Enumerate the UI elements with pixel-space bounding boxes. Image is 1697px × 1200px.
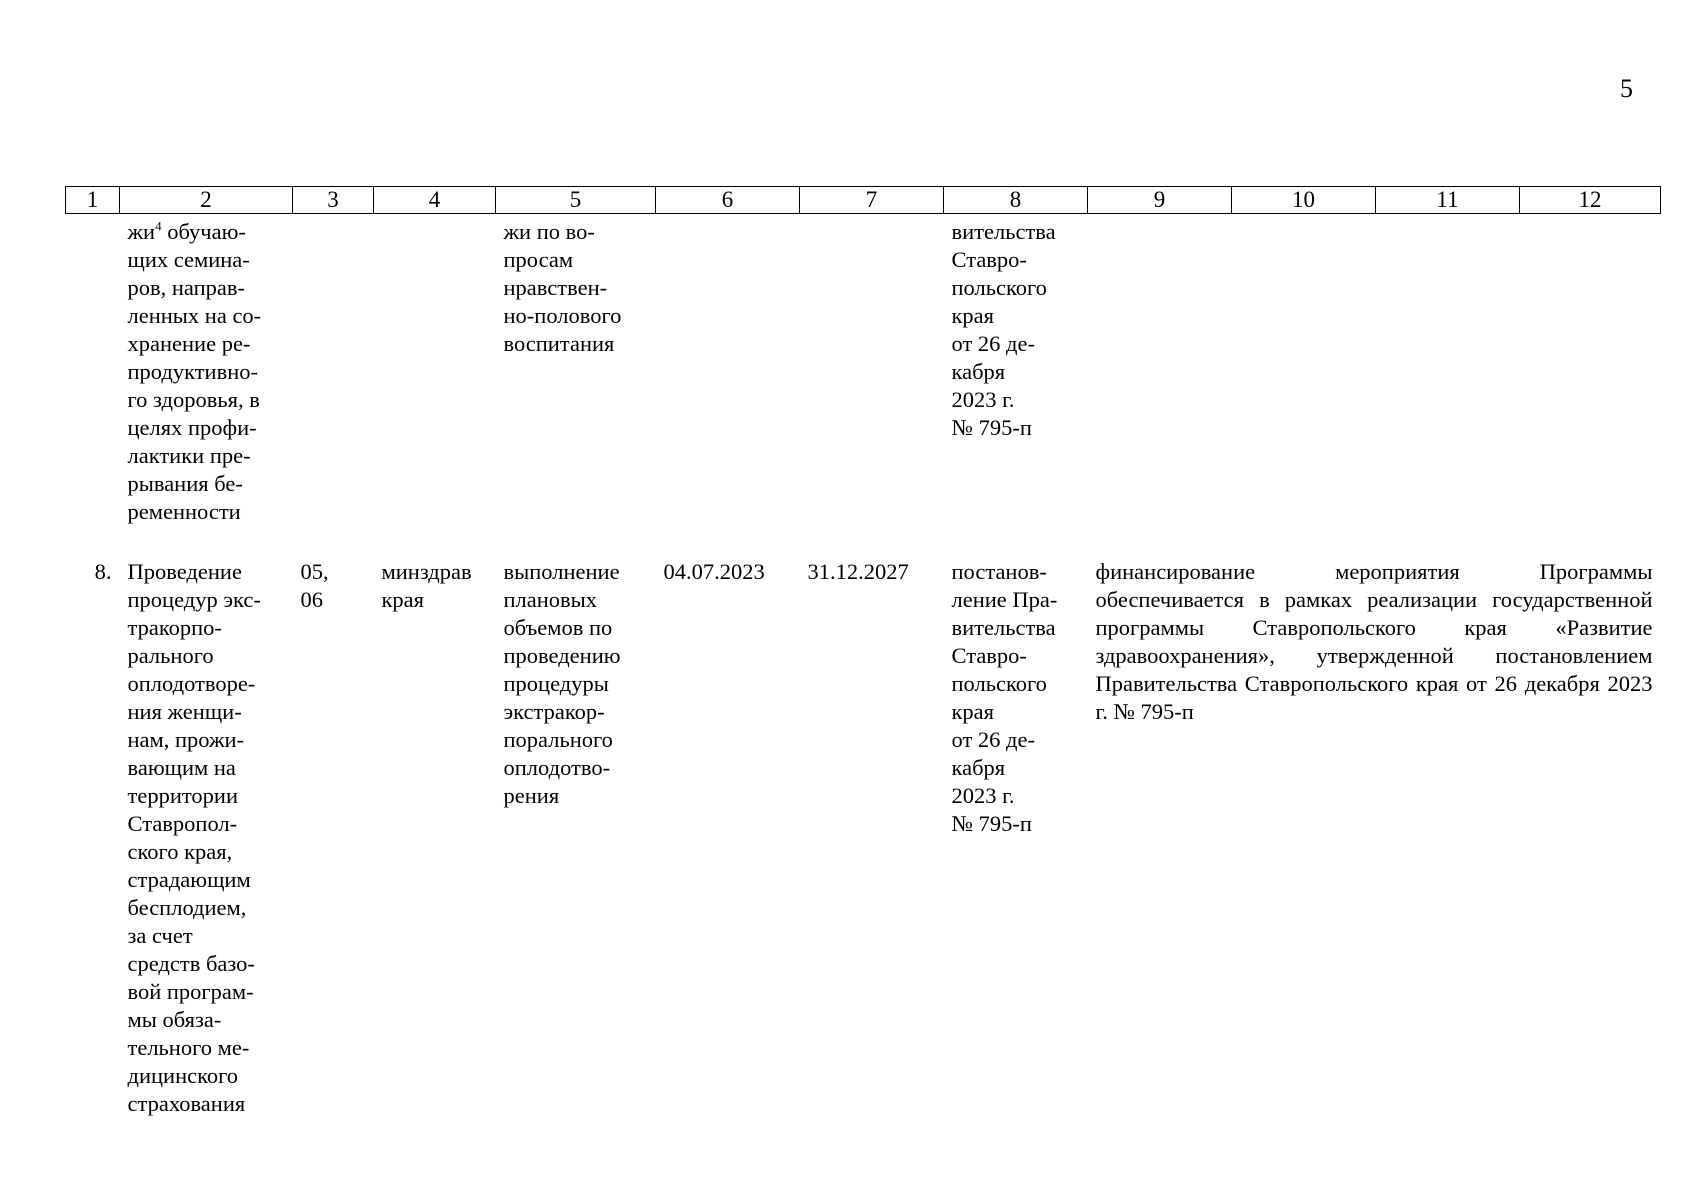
continued-result-cell: жи по во- просам нравствен- но-полового воспитания [503,219,622,356]
program-table [65,186,1661,1118]
continued-financing-cell [1088,214,1661,555]
column-header-3: 3 [293,187,374,214]
table-row-8 [66,554,1661,1118]
continued-name-start: жи [127,219,156,244]
column-header-11: 11 [1376,187,1520,214]
continued-col6-cell [656,214,800,555]
financing-note-cell: финансирование мероприятия Программы обеспечивается в рамках реализации государственной программы Ставропольского края «Развитие здравоохранения», утвержденной постановлением Правительства Ставропольского края от 26 декабря 2023 г. № 795-п [1095,559,1653,724]
footnote-marker: 4 [155,218,162,234]
end-date-cell: 31.12.2027 [807,559,909,584]
column-header-4: 4 [374,187,496,214]
column-header-12: 12 [1520,187,1661,214]
column-header-8: 8 [944,187,1088,214]
column-header-6: 6 [656,187,800,214]
column-number-header [66,187,1661,214]
table-row-continued [66,214,1661,555]
continued-col4-cell [374,214,496,555]
continued-col3-cell [293,214,374,555]
continued-name-rest: обучаю- щих семина- ров, направ- ленных на со- хранение ре- продуктивно- го здоровья, в целях профи- лактики пре- рывания бе- ременности [127,219,262,524]
start-date-cell: 04.07.2023 [663,559,765,584]
continued-col7-cell [800,214,944,555]
column-header-9: 9 [1088,187,1232,214]
expected-result-cell: выполнение плановых объемов по проведению процедуры экстракор- порального оплодотво- рения [503,559,621,808]
column-header-2: 2 [120,187,293,214]
column-header-10: 10 [1232,187,1376,214]
row-number: 8. [94,559,112,584]
column-header-1: 1 [66,187,120,214]
continued-document-cell: вительства Ставро- польского края от 26 де- кабря 2023 г. № 795-п [951,219,1056,440]
continued-name-cell [120,214,293,555]
column-header-5: 5 [496,187,656,214]
measure-name-cell: Проведение процедур экс- тракорпо- рального оплодотворе- ния женщи- нам, прожи- вающим на территории Ставропол- ского края, страдающим бесплодием, за счет средств базо- вой програм- мы обяза- тельного ме- дицинского страхования [127,559,261,1116]
column-header-7: 7 [800,187,944,214]
task-number-cell: 05, 06 [300,559,329,612]
legal-document-cell: постанов- ление Пра- вительства Ставро- польского края от 26 де- кабря 2023 г. № 795-п [951,559,1058,836]
continued-number-cell [66,214,120,555]
responsible-executor-cell: минздрав края [381,559,472,612]
page-number: 5 [1620,74,1633,103]
